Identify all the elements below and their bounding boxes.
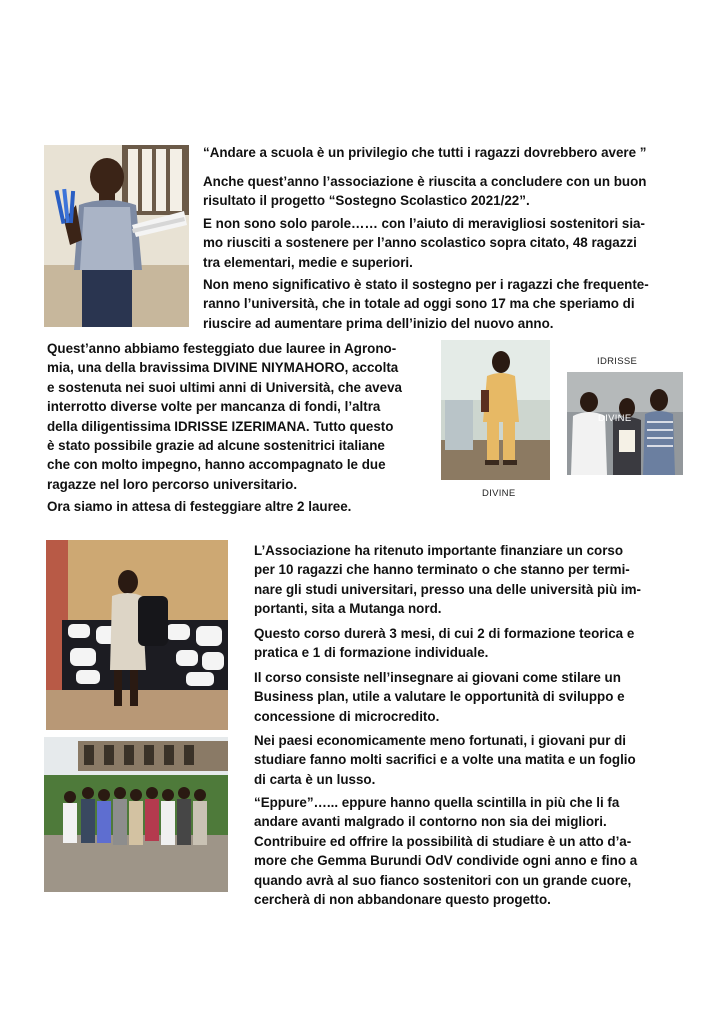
paragraph-university-support: Non meno significativo è stato il sostegno per i ragazzi che frequente- ranno l’università, che in totale ad oggi sono 17 ma che speriamo di riuscire ad aumentare prima dell’inizio del nuovo anno. [203, 277, 649, 331]
quote-school-privilege: “Andare a scuola è un privilegio che tutti i ragazzi dovrebbero avere ” [203, 145, 647, 160]
paragraph-course-duration: Questo corso durerà 3 mesi, di cui 2 di formazione teorica e pratica e 1 di formazione individuale. [254, 626, 635, 661]
caption-divine: DIVINE [482, 488, 516, 499]
photo-boy-with-pens [44, 145, 189, 327]
paragraph-supporters: E non sono solo parole…… con l’aiuto di meravigliosi sostenitori sia- mo riusciti a sostenere per l’anno scolastico sopra citato, 48 ragazzi tra elementari, medie e superiori. [203, 216, 645, 270]
paragraph-sacrifices: Nei paesi economicamente meno fortunati, i giovani pur di studiare fanno molti sacrifici e a volte una matita e un foglio di carta è un lusso. [254, 733, 636, 787]
photo-group-students [44, 737, 228, 892]
paragraph-course-funding: L’Associazione ha ritenuto importante finanziare un corso per 10 ragazzi che hanno terminato o che stanno per termi- nare gli studi universitari, presso una delle università più im- portanti, sita a Mutanga nord. [254, 543, 641, 617]
paragraph-eppure: “Eppure”…... eppure hanno quella scintilla in più che li fa andare avanti malgrado il contorno non sia dei migliori. Contribuire ed offrire la possibilità di studiare è un atto d’a- more che Gemma Burundi OdV condivide ogni anno e fino a quando avrà al suo fianco sostenitori con un grande cuore, cercherà di non abbandonare questo progetto. [254, 795, 638, 908]
paragraph-project-result: Anche quest’anno l’associazione è riuscita a concludere con un buon risultato il progetto “Sostegno Scolastico 2021/22”. [203, 174, 647, 209]
paragraph-awaiting-graduations: Ora siamo in attesa di festeggiare altre 2 lauree. [47, 499, 352, 514]
paragraph-business-plan: Il corso consiste nell’insegnare ai giovani come stilare un Business plan, utile a valutare le opportunità di sviluppo e concessione di microcredito. [254, 670, 625, 724]
caption-idrisse: IDRISSE [597, 356, 638, 367]
photo-divine-graduation [441, 340, 550, 480]
caption-divine-overlay: DIVINE [598, 413, 632, 424]
photo-student-backpack [46, 540, 228, 730]
paragraph-graduations: Quest’anno abbiamo festeggiato due lauree in Agrono- mia, una della bravissima DIVINE NIYMAHORO, accolta e sostenuta nei suoi ultimi anni di Università, che aveva interrotto diverse volte per mancanza di fondi, l’altra della diligentissima IDRISSE IZERIMANA. Tutto questo è stato possibile grazie ad alcune sostenitrici italiane che con molto impegno, hanno accompagnato le due ragazze nel loro percorso universitario. [47, 341, 402, 492]
photo-idrisse-divine [567, 372, 683, 475]
